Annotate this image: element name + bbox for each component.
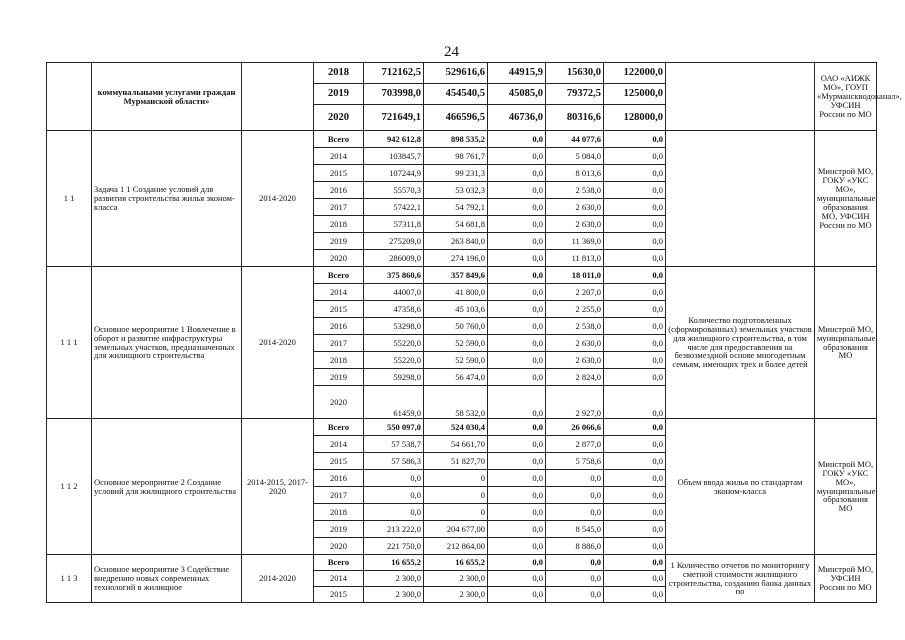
amount-cell: 274 196,0 [424, 250, 488, 267]
amount-cell: 122000,0 [604, 63, 666, 84]
amount-cell: 898 535,2 [424, 131, 488, 148]
amount-cell: 0,0 [488, 555, 546, 571]
amount-cell: 16 655,2 [364, 555, 424, 571]
section-executor: Минстрой МО, ГОКУ «УКС МО», муниципальные образования МО [815, 419, 877, 555]
amount-cell: 0,0 [604, 301, 666, 318]
amount-cell: 212 864,00 [424, 538, 488, 555]
indicator-cell [666, 63, 815, 131]
amount-cell: 57422,1 [364, 199, 424, 216]
amount-cell: 0,0 [604, 352, 666, 369]
section-indicator: Объем ввода жилья по стандартам эконом-класса [666, 419, 815, 555]
year-cell: 2015 [314, 301, 364, 318]
year-cell: 2015 [314, 453, 364, 470]
amount-cell: 0,0 [604, 165, 666, 182]
amount-cell: 0,0 [488, 487, 546, 504]
amount-cell: 45085,0 [488, 84, 546, 105]
table-row [47, 419, 877, 436]
year-cell: 2019 [314, 233, 364, 250]
amount-cell: 0,0 [604, 250, 666, 267]
amount-cell: 2 824,0 [546, 369, 604, 386]
amount-cell: 0,0 [488, 182, 546, 199]
amount-cell: 0,0 [488, 233, 546, 250]
amount-cell: 0,0 [488, 216, 546, 233]
amount-cell: 55220,0 [364, 352, 424, 369]
year-cell: 2020 [314, 538, 364, 555]
amount-cell: 0,0 [488, 267, 546, 284]
table-body [47, 63, 902, 603]
table-row [47, 555, 877, 571]
amount-cell: 11 369,0 [546, 233, 604, 250]
year-cell: 2020 [314, 386, 364, 419]
amount-cell: 0,0 [604, 182, 666, 199]
amount-cell: 47358,6 [364, 301, 424, 318]
amount-cell: 11 813,0 [546, 250, 604, 267]
amount-cell: 0,0 [364, 504, 424, 521]
amount-cell: 2 630,0 [546, 335, 604, 352]
amount-cell: 357 849,6 [424, 267, 488, 284]
section-code: 1 1 3 [47, 555, 92, 603]
amount-cell: 213 222,0 [364, 521, 424, 538]
table-row [47, 63, 877, 84]
amount-cell: 0,0 [488, 335, 546, 352]
amount-cell: 721649,1 [364, 105, 424, 131]
year-cell: 2020 [314, 105, 364, 131]
section-executor: Минстрой МО, муниципальные образования МО [815, 267, 877, 419]
table-row [47, 267, 877, 284]
amount-cell: 2 630,0 [546, 216, 604, 233]
section-period: 2014-2020 [242, 555, 314, 603]
section-indicator: Количество подготовленных (сформированных) земельных участков для жилищного строительства, в том числе для предоставления на безвозмездной основе многодетным семьям, имеющих трех и более детей [666, 267, 815, 419]
amount-cell: 454540,5 [424, 84, 488, 105]
year-cell: 2016 [314, 182, 364, 199]
amount-cell: 2 630,0 [546, 352, 604, 369]
year-cell: 2016 [314, 470, 364, 487]
amount-cell: 0,0 [604, 470, 666, 487]
section-indicator [666, 131, 815, 267]
year-cell: 2018 [314, 63, 364, 84]
amount-cell: 0,0 [604, 587, 666, 603]
amount-cell: 99 231,3 [424, 165, 488, 182]
amount-cell: 0,0 [546, 504, 604, 521]
amount-cell: 0,0 [488, 199, 546, 216]
year-cell: 2019 [314, 521, 364, 538]
amount-cell: 0,0 [546, 587, 604, 603]
year-cell: 2017 [314, 335, 364, 352]
amount-cell: 44915,9 [488, 63, 546, 84]
year-cell: 2016 [314, 318, 364, 335]
amount-cell: 2 538,0 [546, 318, 604, 335]
amount-cell: 0,0 [604, 538, 666, 555]
section-code: 1 1 [47, 131, 92, 267]
amount-cell: 61459,0 [364, 386, 424, 419]
amount-cell: 2 255,0 [546, 301, 604, 318]
amount-cell: 79372,5 [546, 84, 604, 105]
amount-cell: 524 030,4 [424, 419, 488, 436]
amount-cell: 0,0 [488, 453, 546, 470]
amount-cell: 0,0 [488, 318, 546, 335]
amount-cell: 0,0 [604, 216, 666, 233]
amount-cell: 466596,5 [424, 105, 488, 131]
amount-cell: 221 750,0 [364, 538, 424, 555]
amount-cell: 0,0 [604, 555, 666, 571]
amount-cell: 0,0 [546, 487, 604, 504]
year-cell: 2017 [314, 487, 364, 504]
year-cell: 2014 [314, 148, 364, 165]
amount-cell: 712162,5 [364, 63, 424, 84]
amount-cell: 44007,0 [364, 284, 424, 301]
amount-cell: 0,0 [604, 199, 666, 216]
section-code: 1 1 1 [47, 267, 92, 419]
amount-cell: 0,0 [488, 521, 546, 538]
amount-cell: 0,0 [488, 131, 546, 148]
code-cell [47, 63, 92, 131]
amount-cell: 2 300,0 [424, 571, 488, 587]
amount-cell: 0,0 [488, 419, 546, 436]
amount-cell: 0 [424, 470, 488, 487]
amount-cell: 5 084,0 [546, 148, 604, 165]
amount-cell: 50 760,0 [424, 318, 488, 335]
section-executor: Минстрой МО, ГОКУ «УКС МО», муниципальные образования МО, УФСИН России по МО [815, 131, 877, 267]
amount-cell: 0,0 [604, 487, 666, 504]
amount-cell: 0,0 [604, 335, 666, 352]
amount-cell: 0,0 [604, 318, 666, 335]
amount-cell: 275209,0 [364, 233, 424, 250]
year-cell: Всего [314, 419, 364, 436]
amount-cell: 54 661,70 [424, 436, 488, 453]
year-cell: 2014 [314, 571, 364, 587]
amount-cell: 0,0 [604, 386, 666, 419]
amount-cell: 0,0 [604, 571, 666, 587]
amount-cell: 286009,0 [364, 250, 424, 267]
amount-cell: 2 877,0 [546, 436, 604, 453]
amount-cell: 263 840,0 [424, 233, 488, 250]
amount-cell: 0,0 [604, 233, 666, 250]
amount-cell: 46736,0 [488, 105, 546, 131]
year-cell: 2014 [314, 436, 364, 453]
amount-cell: 0,0 [488, 301, 546, 318]
amount-cell: 8 013,6 [546, 165, 604, 182]
section-indicator: 1 Количество отчетов по мониторингу сметной стоимости жилищного строительства, созданию банка данных по [666, 555, 815, 603]
section-period: 2014-2020 [242, 267, 314, 419]
amount-cell: 0,0 [546, 571, 604, 587]
amount-cell: 16 655,2 [424, 555, 488, 571]
year-cell: Всего [314, 267, 364, 284]
year-cell: 2019 [314, 369, 364, 386]
amount-cell: 2 207,0 [546, 284, 604, 301]
table-row [47, 131, 877, 148]
section-name: Основное мероприятие 2 Создание условий для жилищного строительства [92, 419, 242, 555]
amount-cell: 15630,0 [546, 63, 604, 84]
amount-cell: 0,0 [604, 131, 666, 148]
amount-cell: 2 630,0 [546, 199, 604, 216]
year-cell: 2015 [314, 587, 364, 603]
amount-cell: 0,0 [546, 470, 604, 487]
amount-cell: 0,0 [488, 470, 546, 487]
amount-cell: 53298,0 [364, 318, 424, 335]
amount-cell: 0,0 [604, 436, 666, 453]
amount-cell: 53 032,3 [424, 182, 488, 199]
amount-cell: 204 677,00 [424, 521, 488, 538]
amount-cell: 55220,0 [364, 335, 424, 352]
amount-cell: 0,0 [604, 284, 666, 301]
period-cell [242, 63, 314, 131]
amount-cell: 0,0 [488, 587, 546, 603]
amount-cell: 57 538,7 [364, 436, 424, 453]
amount-cell: 0,0 [488, 436, 546, 453]
year-cell: 2015 [314, 165, 364, 182]
amount-cell: 56 474,0 [424, 369, 488, 386]
amount-cell: 51 827,70 [424, 453, 488, 470]
amount-cell: 0,0 [488, 504, 546, 521]
year-cell: Всего [314, 555, 364, 571]
amount-cell: 103845,7 [364, 148, 424, 165]
amount-cell: 0,0 [488, 571, 546, 587]
amount-cell: 0,0 [488, 250, 546, 267]
amount-cell: 2 538,0 [546, 182, 604, 199]
amount-cell: 0,0 [488, 369, 546, 386]
year-cell: 2017 [314, 199, 364, 216]
amount-cell: 0,0 [604, 453, 666, 470]
amount-cell: 45 103,6 [424, 301, 488, 318]
amount-cell: 5 758,6 [546, 453, 604, 470]
amount-cell: 529616,6 [424, 63, 488, 84]
amount-cell: 0,0 [604, 369, 666, 386]
year-cell: 2018 [314, 504, 364, 521]
program-table [46, 62, 902, 603]
amount-cell: 942 612,8 [364, 131, 424, 148]
year-cell: Всего [314, 131, 364, 148]
year-cell: 2018 [314, 216, 364, 233]
amount-cell: 0,0 [604, 521, 666, 538]
amount-cell: 8 545,0 [546, 521, 604, 538]
section-period: 2014-2015, 2017-2020 [242, 419, 314, 555]
section-period: 2014-2020 [242, 131, 314, 267]
amount-cell: 55570,3 [364, 182, 424, 199]
year-cell: 2019 [314, 84, 364, 105]
amount-cell: 0,0 [488, 538, 546, 555]
amount-cell: 0,0 [364, 487, 424, 504]
amount-cell: 0,0 [488, 165, 546, 182]
amount-cell: 26 066,6 [546, 419, 604, 436]
amount-cell: 0 [424, 487, 488, 504]
amount-cell: 0,0 [488, 352, 546, 369]
page-number: 24 [444, 44, 459, 60]
amount-cell: 550 097,0 [364, 419, 424, 436]
amount-cell: 54 792,1 [424, 199, 488, 216]
amount-cell: 44 077,6 [546, 131, 604, 148]
amount-cell: 2 300,0 [424, 587, 488, 603]
amount-cell: 2 300,0 [364, 587, 424, 603]
year-cell: 2020 [314, 250, 364, 267]
section-name: Задача 1 1 Создание условий для развития строительства жилья эконом-класса [92, 131, 242, 267]
section-name: Основное мероприятие 3 Содействие внедрению новых современных технологий в жилищное [92, 555, 242, 603]
amount-cell: 8 886,0 [546, 538, 604, 555]
amount-cell: 54 681,8 [424, 216, 488, 233]
amount-cell: 2 927,0 [546, 386, 604, 419]
amount-cell: 0,0 [488, 386, 546, 419]
amount-cell: 0 [424, 504, 488, 521]
amount-cell: 0,0 [488, 284, 546, 301]
year-cell: 2018 [314, 352, 364, 369]
amount-cell: 0,0 [604, 419, 666, 436]
amount-cell: 107244,9 [364, 165, 424, 182]
amount-cell: 98 761,7 [424, 148, 488, 165]
amount-cell: 0,0 [604, 148, 666, 165]
section-executor: Минстрой МО, УФСИН России по МО [815, 555, 877, 603]
amount-cell: 0,0 [364, 470, 424, 487]
amount-cell: 59298,0 [364, 369, 424, 386]
amount-cell: 0,0 [604, 504, 666, 521]
activity-name: коммунальными услугами граждан Мурманской области» [92, 63, 242, 131]
section-name: Основное мероприятие 1 Вовлечение в оборот и развитие инфраструктуры земельных участков, предназначенных для жилищного строительства [92, 267, 242, 419]
amount-cell: 52 590,0 [424, 335, 488, 352]
amount-cell: 80316,6 [546, 105, 604, 131]
amount-cell: 41 800,0 [424, 284, 488, 301]
year-cell: 2014 [314, 284, 364, 301]
amount-cell: 52 590,0 [424, 352, 488, 369]
amount-cell: 128000,0 [604, 105, 666, 131]
amount-cell: 18 011,0 [546, 267, 604, 284]
section-code: 1 1 2 [47, 419, 92, 555]
amount-cell: 57 586,3 [364, 453, 424, 470]
amount-cell: 375 860,6 [364, 267, 424, 284]
amount-cell: 703998,0 [364, 84, 424, 105]
amount-cell: 0,0 [546, 555, 604, 571]
amount-cell: 57311,8 [364, 216, 424, 233]
executor-cell: ОАО «АИЖК МО», ГОУП «Мурманскводоканал», УФСИН России по МО [815, 63, 877, 131]
amount-cell: 2 300,0 [364, 571, 424, 587]
amount-cell: 0,0 [488, 148, 546, 165]
amount-cell: 125000,0 [604, 84, 666, 105]
amount-cell: 58 532,0 [424, 386, 488, 419]
amount-cell: 0,0 [604, 267, 666, 284]
